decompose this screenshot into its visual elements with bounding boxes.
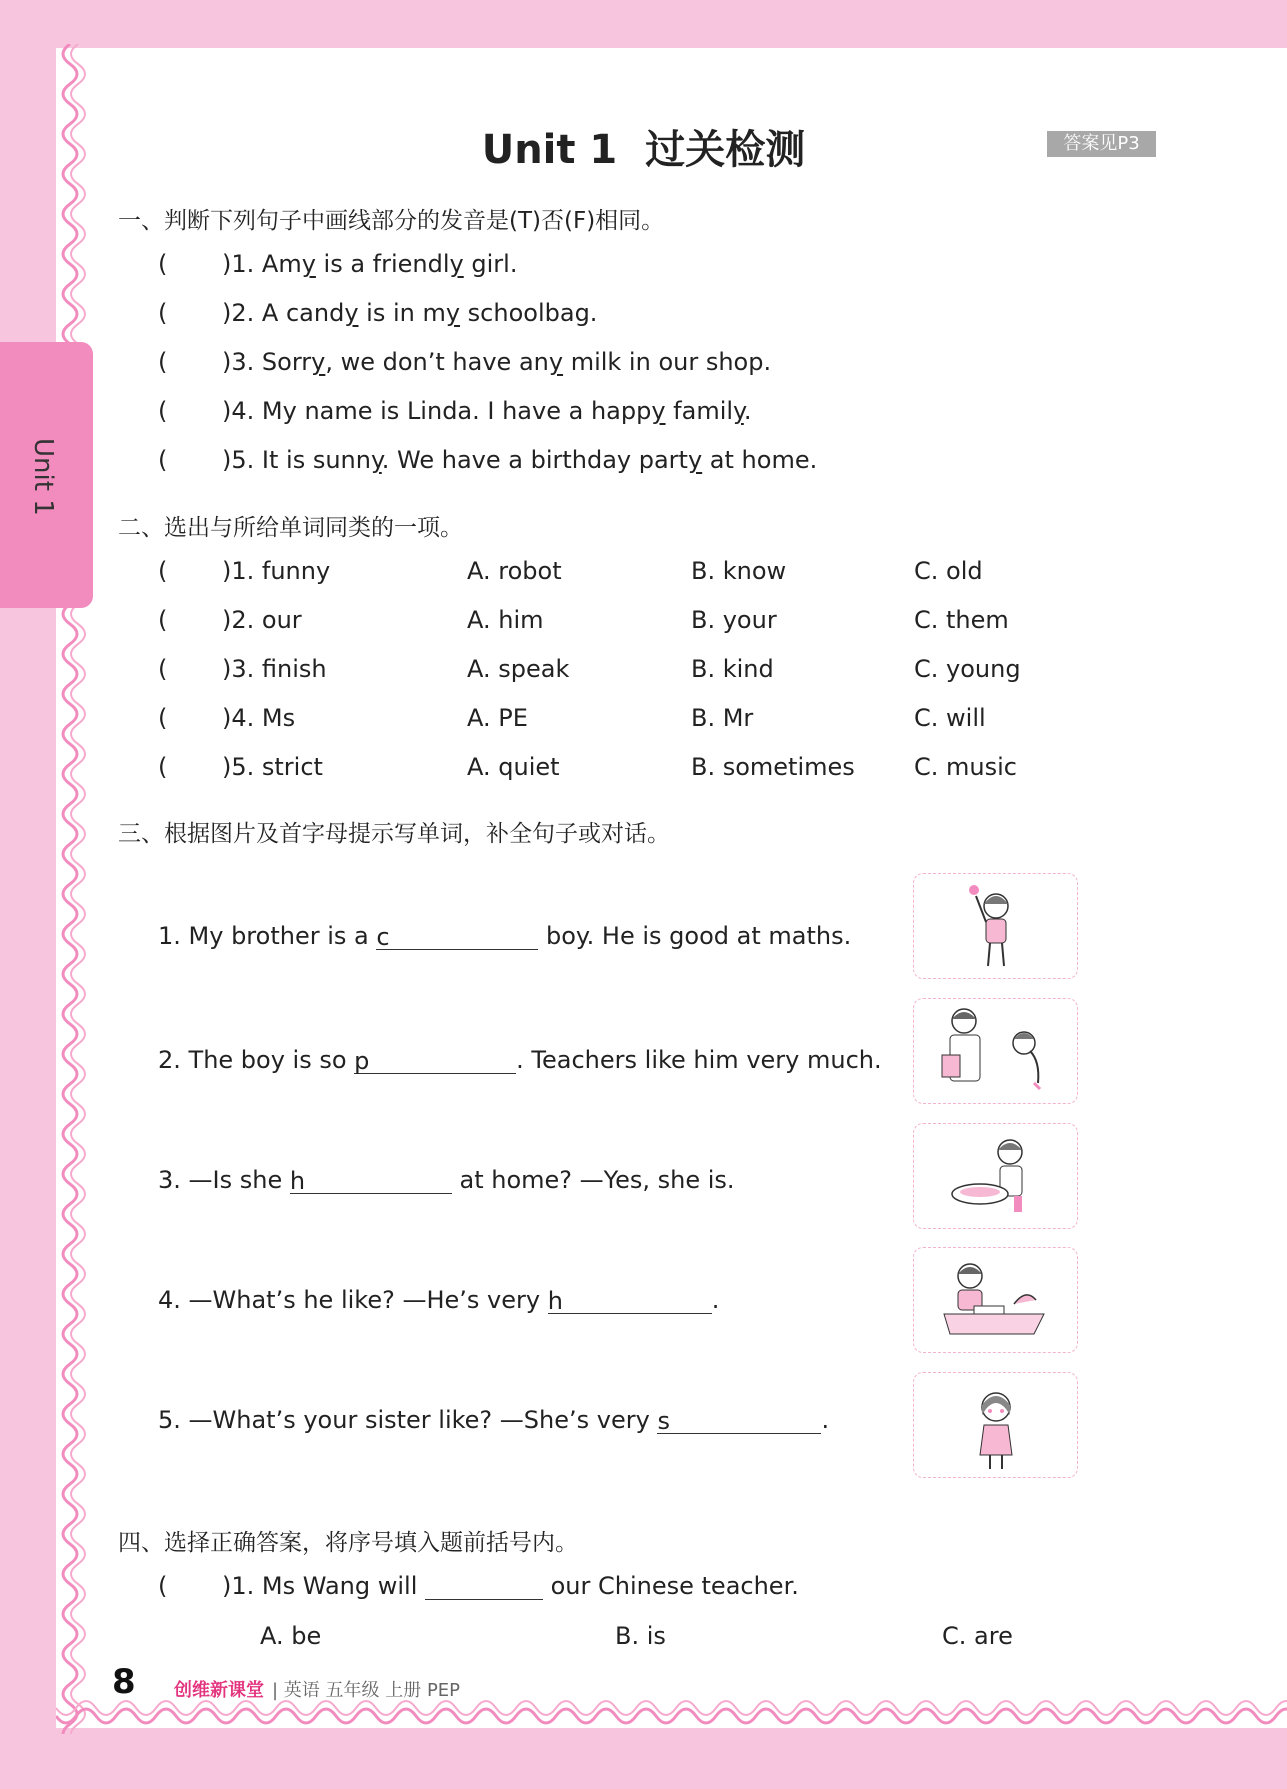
question-3-1 bbox=[158, 922, 851, 950]
option-c[interactable]: C. are bbox=[942, 1622, 1013, 1650]
underlined-letter: y bbox=[449, 250, 464, 278]
sentence-text: famil bbox=[665, 397, 734, 425]
question-3-2 bbox=[158, 1046, 882, 1074]
question-word: )2. our bbox=[222, 606, 302, 634]
boy-studying-picture bbox=[913, 1247, 1078, 1353]
option-b[interactable]: B. sometimes bbox=[691, 753, 855, 781]
answer-paren[interactable]: ( bbox=[158, 446, 168, 474]
underlined-letter: y bbox=[370, 446, 382, 474]
question-number: )5. bbox=[222, 446, 255, 474]
fill-blank[interactable] bbox=[548, 1287, 712, 1314]
option-c[interactable]: C. them bbox=[914, 606, 1009, 634]
answer-paren[interactable]: ( bbox=[158, 704, 168, 732]
sentence-text: . We have a birthday part bbox=[381, 446, 688, 474]
boy-bowing-teacher-picture bbox=[913, 998, 1078, 1104]
question-1-3 bbox=[222, 348, 771, 376]
sentence-text: , we don’t have an bbox=[325, 348, 549, 376]
hint-letter: h bbox=[547, 1287, 563, 1315]
fill-blank[interactable] bbox=[354, 1047, 516, 1074]
option-a[interactable]: A. him bbox=[467, 606, 544, 634]
page-number: 8 bbox=[112, 1662, 136, 1702]
underlined-letter: y bbox=[301, 250, 316, 278]
sentence-text: at home. bbox=[702, 446, 818, 474]
sentence-text: It is sunn bbox=[261, 446, 371, 474]
question-word: )4. Ms bbox=[222, 704, 296, 732]
question-1-5 bbox=[222, 446, 817, 474]
sentence-text: . bbox=[743, 397, 752, 425]
question-number: )1. bbox=[222, 250, 255, 278]
section4-heading: 四、选择正确答案，将序号填入题前括号内。 bbox=[118, 1530, 578, 1556]
option-c[interactable]: C. old bbox=[914, 557, 983, 585]
section2-heading: 二、选出与所给单词同类的一项。 bbox=[118, 515, 463, 541]
hint-letter: s bbox=[657, 1407, 670, 1435]
section1-heading: 一、判断下列句子中画线部分的发音是(T)否(F)相同。 bbox=[118, 208, 665, 234]
option-b[interactable]: B. know bbox=[691, 557, 787, 585]
answer-reference-badge: 答案见P3 bbox=[1047, 131, 1156, 157]
question-text: 1. My brother is a bbox=[158, 922, 377, 950]
question-number: )1. bbox=[222, 1572, 255, 1600]
question-number: )2. bbox=[222, 299, 255, 327]
underlined-letter: y bbox=[344, 299, 359, 327]
fill-blank[interactable] bbox=[376, 923, 538, 950]
sentence-text: is in m bbox=[358, 299, 446, 327]
answer-paren[interactable]: ( bbox=[158, 299, 168, 327]
unit-side-tab bbox=[0, 342, 93, 608]
book-info: | 英语 五年级 上册 PEP bbox=[272, 1680, 461, 1701]
fill-blank[interactable] bbox=[425, 1573, 543, 1600]
question-4-1 bbox=[222, 1572, 799, 1600]
sentence-text: girl. bbox=[463, 250, 518, 278]
sentence-text: is a friendl bbox=[315, 250, 450, 278]
sentence-text: My name is Linda. I have a happ bbox=[261, 397, 652, 425]
option-b[interactable]: B. Mr bbox=[691, 704, 754, 732]
option-b[interactable]: B. your bbox=[691, 606, 777, 634]
question-text-end: our Chinese teacher. bbox=[542, 1572, 799, 1600]
answer-paren[interactable]: ( bbox=[158, 1572, 168, 1600]
answer-paren[interactable]: ( bbox=[158, 753, 168, 781]
question-text: 4. —What’s he like? —He’s very bbox=[158, 1286, 548, 1314]
sentence-text: A cand bbox=[261, 299, 345, 327]
question-1-2 bbox=[222, 299, 597, 327]
option-a[interactable]: A. speak bbox=[467, 655, 570, 683]
hint-letter: c bbox=[376, 923, 390, 951]
option-a[interactable]: A. robot bbox=[467, 557, 562, 585]
question-text-end: boy. He is good at maths. bbox=[538, 922, 852, 950]
question-3-3 bbox=[158, 1166, 735, 1194]
wavy-border-bottom bbox=[56, 1696, 1287, 1736]
answer-paren[interactable]: ( bbox=[158, 557, 168, 585]
question-word: )5. strict bbox=[222, 753, 323, 781]
option-c[interactable]: C. young bbox=[914, 655, 1021, 683]
title-text: 过关检测 bbox=[645, 127, 806, 173]
underlined-letter: y bbox=[651, 397, 666, 425]
option-a[interactable]: A. quiet bbox=[467, 753, 560, 781]
sentence-text: Am bbox=[261, 250, 302, 278]
underlined-letter: y bbox=[445, 299, 461, 327]
question-3-5 bbox=[158, 1406, 829, 1434]
publisher-brand: 创维新课堂 bbox=[174, 1680, 264, 1701]
question-text-end: . Teachers like him very much. bbox=[516, 1046, 882, 1074]
option-c[interactable]: C. music bbox=[914, 753, 1017, 781]
hint-letter: h bbox=[289, 1167, 306, 1195]
question-text-end: at home? —Yes, she is. bbox=[451, 1166, 735, 1194]
underlined-letter: y bbox=[733, 397, 744, 425]
question-text: Ms Wang will bbox=[261, 1572, 425, 1600]
question-text-end: . bbox=[821, 1406, 830, 1434]
answer-paren[interactable]: ( bbox=[158, 655, 168, 683]
question-word: )1. funny bbox=[222, 557, 331, 585]
question-3-4 bbox=[158, 1286, 719, 1314]
option-a[interactable]: A. PE bbox=[467, 704, 528, 732]
question-text-end: . bbox=[711, 1286, 720, 1314]
section3-heading: 三、根据图片及首字母提示写单词，补全句子或对话。 bbox=[118, 821, 670, 847]
boy-thinking-picture bbox=[913, 873, 1078, 979]
title-unit: Unit 1 bbox=[481, 127, 618, 173]
answer-paren[interactable]: ( bbox=[158, 250, 168, 278]
option-b[interactable]: B. is bbox=[615, 1622, 666, 1650]
answer-paren[interactable]: ( bbox=[158, 348, 168, 376]
underlined-letter: y bbox=[548, 348, 564, 376]
answer-paren[interactable]: ( bbox=[158, 397, 168, 425]
question-1-1 bbox=[222, 250, 517, 278]
question-1-4 bbox=[222, 397, 751, 425]
shy-girl-picture bbox=[913, 1372, 1078, 1478]
fill-blank[interactable] bbox=[657, 1407, 821, 1434]
sentence-text: schoolbag. bbox=[460, 299, 598, 327]
answer-paren[interactable]: ( bbox=[158, 606, 168, 634]
hint-letter: p bbox=[354, 1047, 370, 1075]
option-a[interactable]: A. be bbox=[260, 1622, 322, 1650]
question-number: )4. bbox=[222, 397, 255, 425]
option-b[interactable]: B. kind bbox=[691, 655, 774, 683]
fill-blank[interactable] bbox=[290, 1167, 452, 1194]
sentence-text: milk in our shop. bbox=[563, 348, 772, 376]
option-c[interactable]: C. will bbox=[914, 704, 986, 732]
question-word: )3. finish bbox=[222, 655, 327, 683]
question-text: 5. —What’s your sister like? —She’s very bbox=[158, 1406, 658, 1434]
wavy-border-left bbox=[50, 44, 90, 1734]
question-text: 2. The boy is so bbox=[158, 1046, 355, 1074]
question-text: 3. —Is she bbox=[158, 1166, 290, 1194]
girl-washing-picture bbox=[913, 1123, 1078, 1229]
underlined-letter: y bbox=[687, 446, 703, 474]
question-number: )3. bbox=[222, 348, 255, 376]
side-tab-label: Unit 1 bbox=[28, 438, 58, 516]
sentence-text: Sorr bbox=[261, 348, 312, 376]
underlined-letter: y bbox=[311, 348, 326, 376]
